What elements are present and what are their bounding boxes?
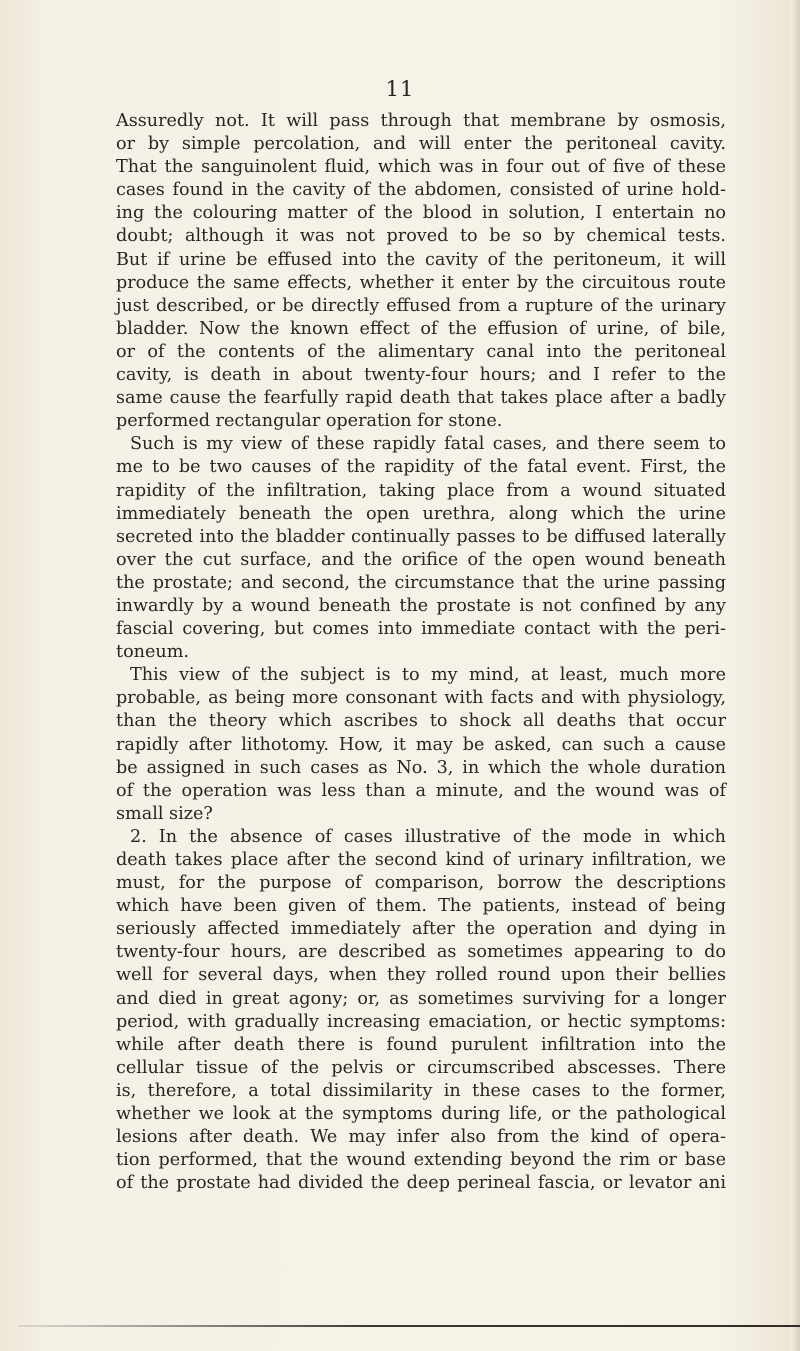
text-line: performed rectangular operation for stone. <box>116 411 503 432</box>
body-text <box>116 110 726 1195</box>
text-line: immediately beneath the open urethra, along which the urine <box>116 503 726 524</box>
text-line: 2. In the absence of cases illustrative of the mode in which <box>130 826 726 847</box>
text-line: same cause the fearfully rapid death that takes place after a badly <box>116 388 726 409</box>
text-line: or by simple percolation, and will enter the peritoneal cavity. <box>116 134 726 155</box>
text-line: be assigned in such cases as No. 3, in which the whole duration <box>116 757 726 778</box>
text-line: tion performed, that the wound extending beyond the rim or base <box>116 1150 726 1171</box>
text-line: rapidity of the infiltration, taking place from a wound situated <box>116 480 726 501</box>
text-line: whether we look at the symptoms during life, or the pathological <box>116 1104 726 1125</box>
text-line: death takes place after the second kind of urinary infiltration, we <box>116 850 726 870</box>
text-line: rapidly after lithotomy. How, it may be asked, can such a cause <box>116 734 726 755</box>
text-line: of the operation was less than a minute, and the wound was of <box>116 780 726 801</box>
text-line: Such is my view of these rapidly fatal cases, and there seem to <box>130 434 726 455</box>
text-line: inwardly by a wound beneath the prostate is not confined by any <box>116 595 726 616</box>
text-line: produce the same effects, whether it enter by the circuitous route <box>116 272 726 293</box>
text-line: me to be two causes of the rapidity of the fatal event. First, the <box>116 457 726 478</box>
text-line: just described, or be directly effused from a rupture of the urinary <box>116 295 726 316</box>
text-line: probable, as being more consonant with facts and with physiology, <box>116 688 726 709</box>
text-line: period, with gradually increasing emaciation, or hectic symptoms: <box>116 1011 726 1032</box>
text-line: and died in great agony; or, as sometimes surviving for a longer <box>116 988 726 1009</box>
text-line: small size? <box>116 803 213 824</box>
text-line: is, therefore, a total dissimilarity in these cases to the former, <box>116 1080 726 1101</box>
text-line: lesions after death. We may infer also from the kind of opera- <box>116 1127 726 1148</box>
text-line: or of the contents of the alimentary canal into the peritoneal <box>116 341 726 362</box>
text-line: But if urine be effused into the cavity of the peritoneum, it will <box>116 249 726 270</box>
text-line: ing the colouring matter of the blood in solution, I entertain no <box>116 203 726 224</box>
text-line: toneum. <box>116 642 190 663</box>
text-line: That the sanguinolent fluid, which was in four out of five of these <box>116 157 726 178</box>
text-line: of the prostate had divided the deep perineal fascia, or levator ani <box>116 1173 726 1194</box>
text-line: secreted into the bladder continually passes to be diffused laterally <box>116 526 726 547</box>
page-number: 11 <box>385 77 415 101</box>
text-line: cases found in the cavity of the abdomen, consisted of urine hold- <box>116 180 726 201</box>
text-line: over the cut surface, and the orifice of the open wound beneath <box>116 549 726 570</box>
text-line: bladder. Now the known effect of the effusion of urine, of bile, <box>116 318 726 339</box>
text-line: cellular tissue of the pelvis or circumscribed abscesses. There <box>116 1057 726 1078</box>
text-line: must, for the purpose of comparison, borrow the descriptions <box>116 873 726 894</box>
text-line: doubt; although it was not proved to be so by chemical tests. <box>116 226 726 247</box>
text-line: while after death there is found purulent infiltration into the <box>116 1034 726 1055</box>
text-line: fascial covering, but comes into immediate contact with the peri- <box>116 619 726 640</box>
page-bottom-edge <box>18 1325 800 1327</box>
text-line: cavity, is death in about twenty-four hours; and I refer to the <box>116 365 726 386</box>
text-line: well for several days, when they rolled round upon their bellies <box>116 965 726 986</box>
text-line: twenty-four hours, are described as sometimes appearing to do <box>116 942 726 963</box>
text-line: the prostate; and second, the circumstance that the urine passing <box>116 572 726 593</box>
text-line: which have been given of them. The patients, instead of being <box>116 896 726 917</box>
text-line: seriously affected immediately after the operation and dying in <box>116 919 726 940</box>
text-line: than the theory which ascribes to shock all deaths that occur <box>116 711 726 732</box>
text-line: Assuredly not. It will pass through that membrane by osmosis, <box>116 111 726 131</box>
page-edge-shadow <box>790 0 800 1351</box>
text-line: This view of the subject is to my mind, at least, much more <box>130 665 726 686</box>
